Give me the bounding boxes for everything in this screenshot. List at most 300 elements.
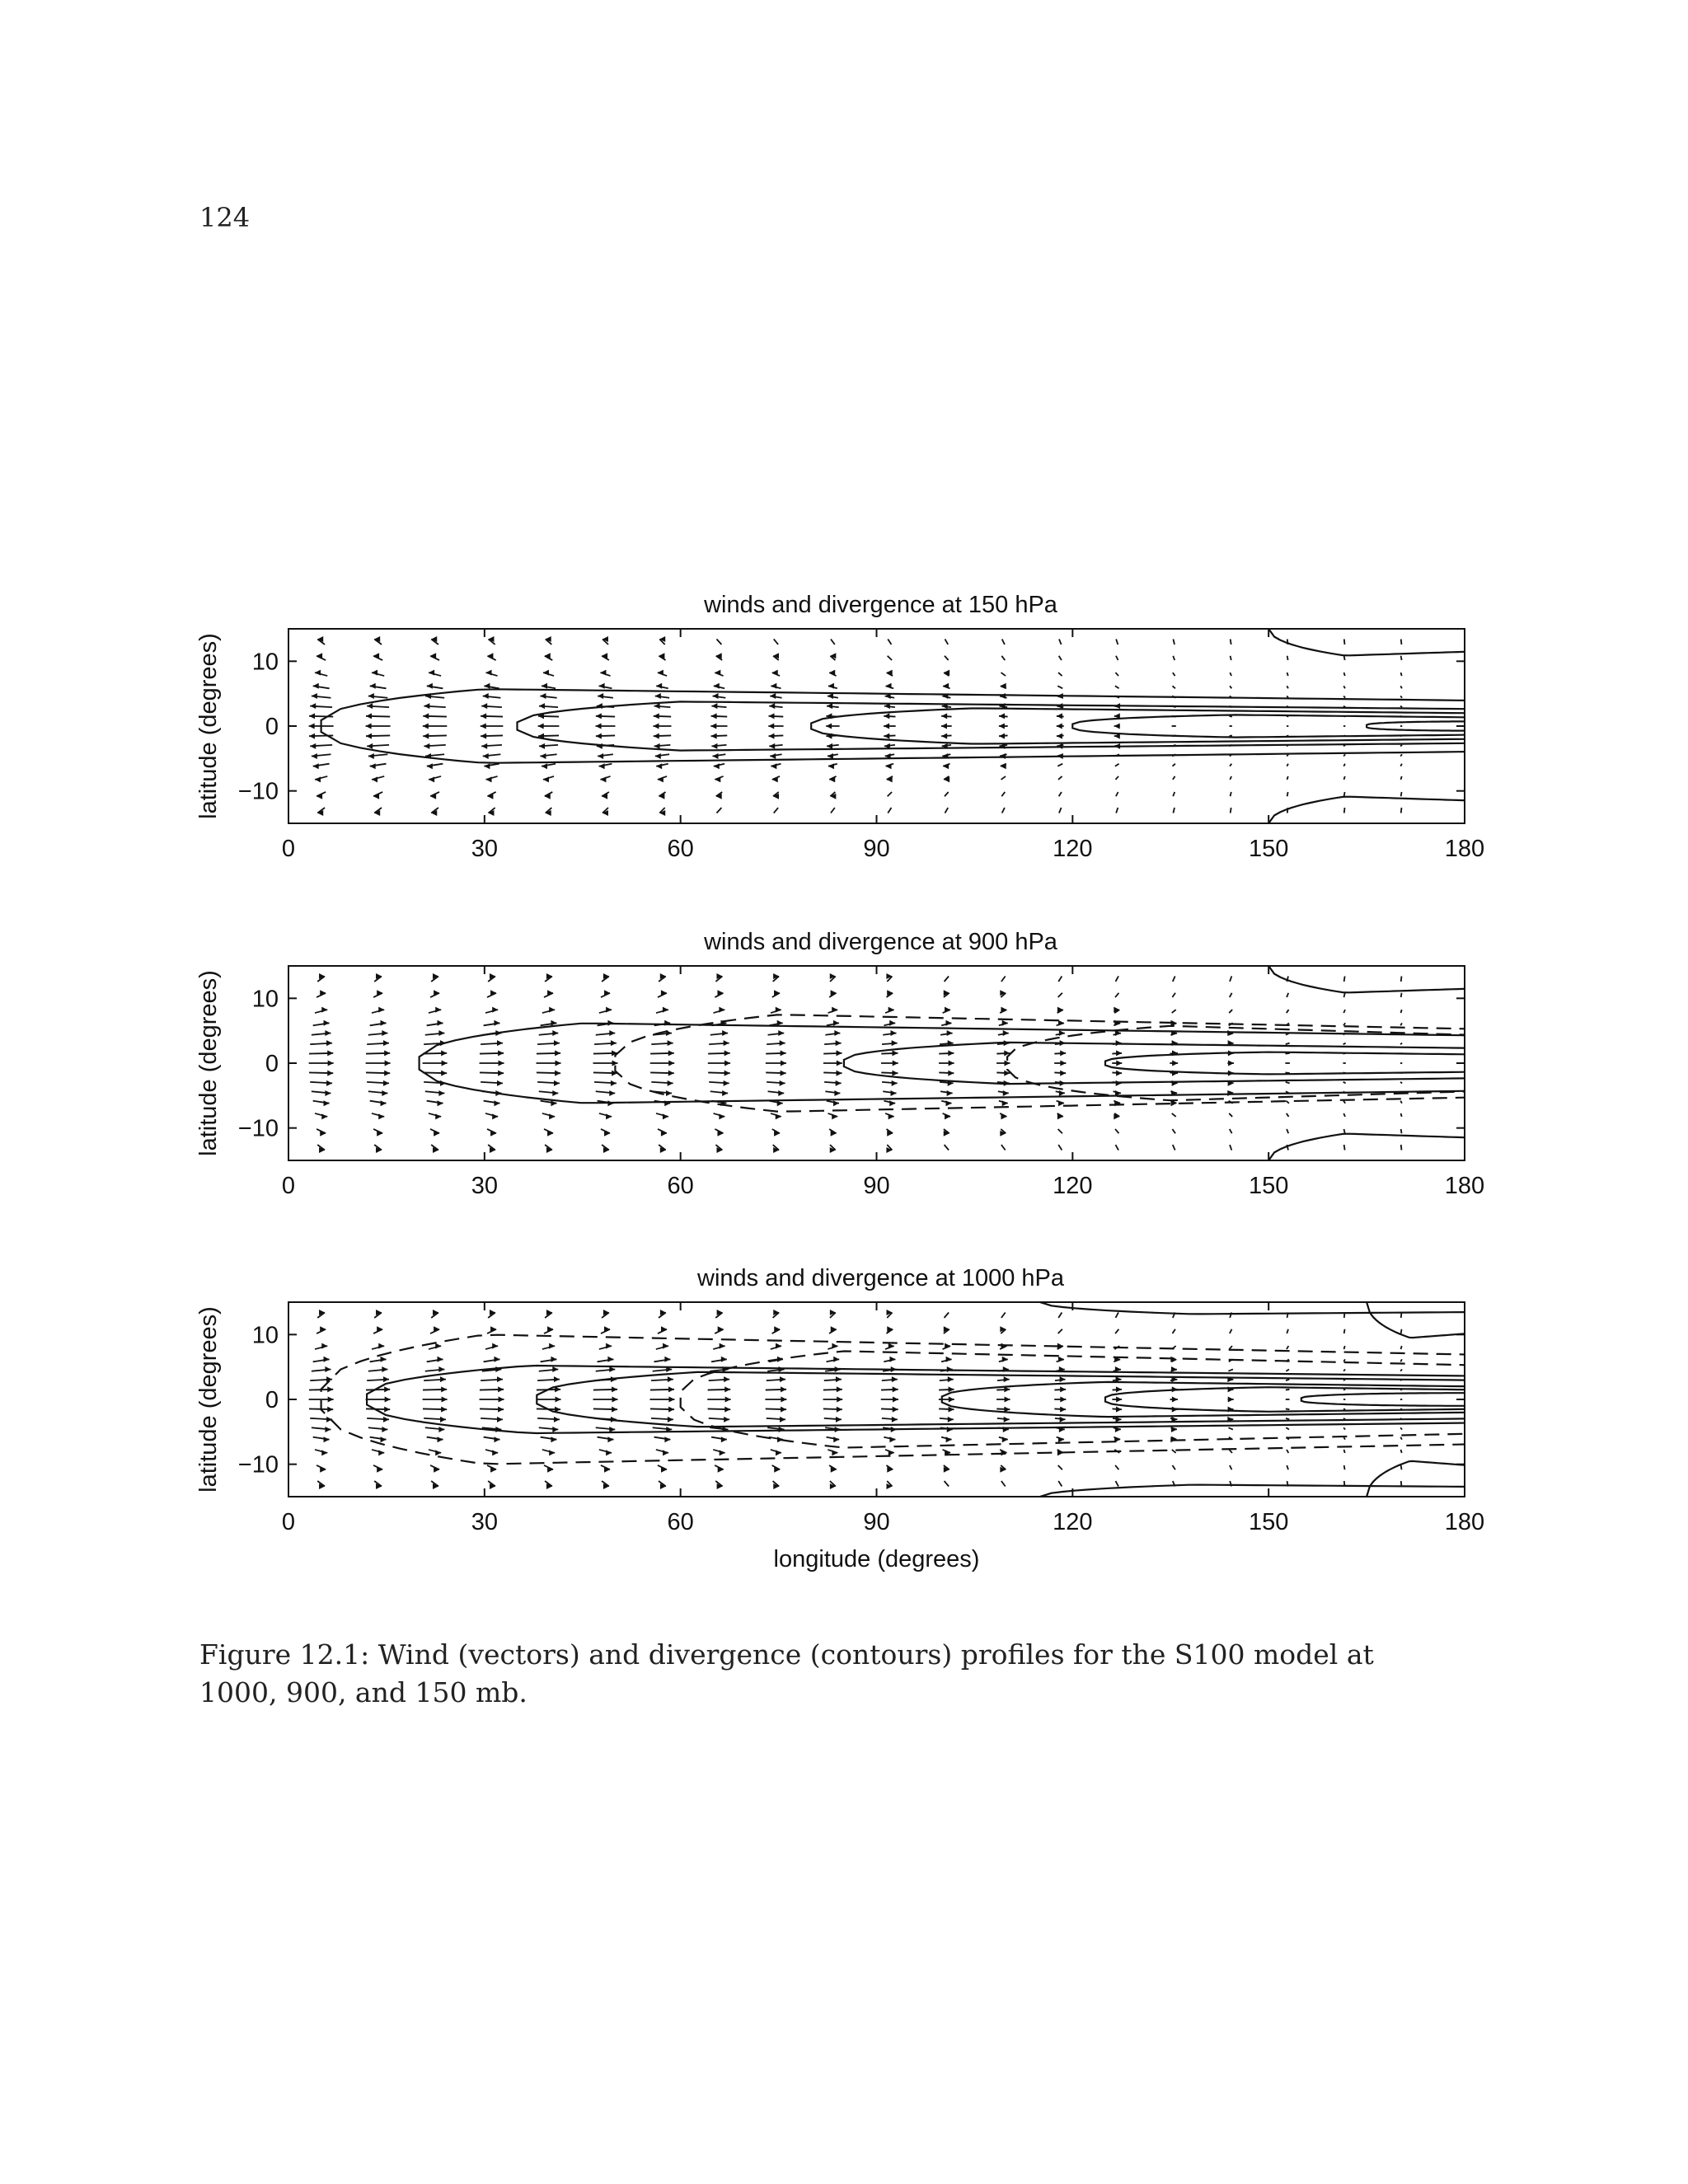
wind-vector [943,1007,950,1014]
wind-vector [945,976,949,982]
wind-vector [540,693,556,699]
wind-vector [315,776,327,783]
wind-vector [824,1080,842,1086]
wind-vector [546,636,552,644]
wind-vector [1170,1100,1176,1106]
wind-vector [1114,1436,1120,1442]
wind-vector [537,1040,560,1046]
wind-vector [488,808,495,816]
wind-vector [824,1040,842,1046]
wind-vector [828,1450,837,1456]
wind-vector [1400,1082,1402,1084]
wind-vector [715,1326,723,1333]
chart-title: winds and divergence at 900 hPa [704,929,1057,955]
wind-vector [488,1481,495,1489]
wind-vector [1002,639,1005,644]
wind-vector [1058,1465,1062,1469]
wind-vector [650,1061,674,1066]
wind-vector [429,1450,441,1456]
wind-vector [829,1465,837,1473]
wind-vector [430,792,439,799]
contour-line-solid [1105,1052,1498,1075]
wind-vector [886,1481,892,1489]
wind-vector [711,703,726,709]
wind-vector [1400,673,1401,676]
plot-area [309,953,1498,1173]
wind-vector [881,1061,898,1066]
wind-vector [1286,1380,1289,1381]
wind-vector [424,1417,446,1422]
wind-vector [1114,703,1120,709]
wind-vector [1114,1113,1119,1120]
wind-vector [829,990,836,997]
wind-vector [654,733,671,739]
wind-vector [715,1481,722,1489]
y-axis-label: latitude (degrees) [195,1306,222,1493]
wind-vector [1057,1436,1064,1442]
wind-vector [715,670,723,677]
wind-vector [1287,1329,1288,1333]
wind-vector [373,792,382,799]
wind-vector [1343,1437,1345,1440]
wind-vector [1058,1145,1062,1151]
chart-panel-900-hpa [195,929,1498,1199]
wind-vector [767,1417,785,1422]
wind-vector [828,1343,837,1350]
wind-vector [368,1366,388,1372]
wind-vector [1400,1408,1402,1409]
wind-vector [770,693,781,699]
wind-vector [1000,1007,1006,1014]
wind-vector [883,1090,896,1096]
wind-vector [829,1129,836,1137]
wind-vector [1286,1418,1289,1420]
wind-vector [658,1465,667,1473]
wind-vector [1055,1376,1066,1382]
wind-vector [1287,1113,1289,1117]
wind-vector [1001,776,1006,780]
wind-vector [537,1397,561,1403]
wind-vector [828,1007,838,1014]
y-tick-label: 0 [265,1051,279,1077]
wind-vector [944,1326,950,1333]
wind-vector [823,1071,842,1076]
wind-vector [602,792,609,799]
wind-vector [1400,696,1402,697]
wind-vector [886,763,894,769]
wind-vector [1286,1082,1290,1084]
wind-vector [659,653,665,660]
wind-vector [1001,673,1006,676]
wind-vector [658,990,667,997]
wind-vector [1344,792,1345,796]
x-tick-label: 0 [281,1173,296,1199]
wind-vector [1172,686,1175,688]
wind-vector [431,636,438,644]
wind-vector [714,1007,725,1014]
wind-vector [599,1007,612,1014]
wind-vector [887,1129,893,1137]
wind-vector [1343,1380,1345,1381]
wind-vector [773,973,779,982]
wind-vector [1057,724,1064,729]
wind-vector [425,1366,445,1372]
plot-area [309,1289,1498,1509]
wind-vector [767,1040,785,1046]
wind-vector [480,1061,504,1066]
wind-vector [1116,639,1118,644]
wind-vector [999,733,1008,739]
wind-vector [541,1100,557,1106]
wind-vector [1230,993,1232,997]
wind-vector [656,1007,668,1014]
wind-vector [944,1129,950,1137]
wind-vector [1230,1129,1232,1133]
wind-vector [310,703,332,709]
wind-vector [1059,639,1062,644]
wind-vector [1230,976,1231,982]
wind-vector [651,1417,673,1422]
wind-vector [427,1357,443,1362]
wind-vector [480,1071,504,1076]
wind-vector [1343,1023,1345,1025]
wind-vector [766,1050,785,1056]
wind-vector [545,1481,552,1489]
wind-vector [772,1326,781,1333]
wind-vector [366,1050,390,1056]
wind-vector [710,1090,728,1096]
wind-vector [715,1310,722,1318]
wind-vector [1171,1366,1177,1372]
wind-vector [1287,735,1288,736]
wind-vector [539,1090,559,1096]
wind-vector [1401,1329,1402,1333]
wind-vector [1054,1071,1066,1076]
wind-vector [659,1481,666,1489]
wind-vector [594,1080,617,1086]
wind-vector [1285,1053,1289,1054]
wind-vector [716,639,721,644]
wind-vector [1343,764,1345,766]
wind-vector [537,1417,560,1422]
wind-vector [996,1397,1010,1403]
wind-vector [1400,1418,1402,1420]
wind-vector [945,808,948,813]
wind-vector [539,743,558,749]
wind-vector [374,1145,382,1153]
x-tick-label: 150 [1248,1509,1289,1535]
wind-vector [770,753,781,759]
wind-vector [884,713,895,719]
wind-vector [1344,976,1345,982]
wind-vector [481,724,504,729]
wind-vector [313,683,330,689]
wind-vector [1173,656,1175,660]
wind-vector [1171,1427,1177,1432]
wind-vector [708,1071,730,1076]
wind-vector [708,1386,731,1392]
wind-vector [488,636,495,644]
wind-vector [598,1436,614,1442]
wind-vector [545,792,553,799]
wind-vector [427,683,443,689]
wind-vector [824,1417,842,1422]
wind-vector [945,656,949,660]
wind-vector [659,792,665,799]
wind-vector [884,1100,895,1106]
wind-vector [1057,1100,1064,1106]
wind-vector [1343,1113,1345,1117]
x-tick-label: 150 [1248,836,1289,862]
wind-vector [309,713,333,719]
wind-vector [945,639,948,644]
wind-vector [1170,1397,1178,1403]
contour-line-solid [1301,1393,1498,1406]
wind-vector [1054,1407,1066,1413]
wind-vector [310,743,332,749]
wind-vector [309,1050,333,1056]
wind-vector [374,636,382,644]
wind-vector [830,1310,836,1318]
wind-vector [1287,1010,1289,1013]
wind-vector [315,1343,327,1350]
wind-vector [427,1100,443,1106]
wind-vector [425,1090,445,1096]
wind-vector [1001,976,1006,982]
wind-vector [1344,808,1345,813]
wind-vector [487,1465,496,1473]
wind-vector [1170,1061,1178,1066]
wind-vector [888,639,891,644]
wind-vector [1173,976,1175,982]
wind-vector [1000,1326,1006,1333]
wind-vector [766,1071,785,1076]
wind-vector [368,693,388,699]
wind-vector [885,1113,894,1120]
wind-vector [481,703,502,709]
wind-vector [1343,1043,1346,1045]
wind-vector [367,1040,389,1046]
wind-vector [1172,716,1176,717]
wind-vector [939,1407,954,1413]
wind-vector [1287,745,1288,747]
wind-vector [1172,764,1175,766]
wind-vector [431,808,438,816]
wind-vector [711,743,726,749]
contour-lobe [1268,797,1497,837]
wind-vector [480,1397,504,1403]
wind-vector [601,990,610,997]
wind-vector [424,743,445,749]
wind-vector [998,1090,1009,1096]
wind-vector [831,639,835,644]
wind-vector [944,670,950,677]
wind-vector [886,1326,893,1333]
wind-vector [594,1040,617,1046]
wind-vector [709,1417,729,1422]
wind-vector [546,808,552,816]
wind-vector [1054,1050,1066,1056]
wind-vector [310,1417,332,1422]
wind-vector [771,1450,781,1456]
wind-vector [769,733,784,739]
figure-caption: Figure 12.1: Wind (vectors) and divergence (contours) profiles for the S100 model at 1000, 900, and 150 mb. [199,1638,1374,1708]
wind-vector [1057,764,1062,766]
wind-vector [1400,1072,1402,1073]
y-tick-label: −10 [237,1115,279,1142]
wind-vector [537,1061,561,1066]
wind-vector [542,763,556,769]
wind-vector [317,808,325,816]
wind-vector [487,792,495,799]
wind-vector [1343,696,1345,697]
wind-vector [593,1407,617,1413]
wind-vector [372,1007,384,1014]
wind-vector [317,1310,325,1318]
wind-vector [651,1080,673,1086]
contour-line-dashed [1007,1026,1498,1100]
wind-vector [423,733,447,739]
wind-vector [541,1020,557,1026]
wind-vector [372,776,384,783]
wind-vector [709,1376,729,1382]
wind-vector [1000,1465,1006,1473]
wind-vector [374,1481,382,1489]
wind-vector [1058,1312,1062,1318]
wind-vector [1057,753,1063,759]
wind-vector [1287,792,1288,796]
wind-vector [1401,976,1402,982]
wind-vector [1401,792,1402,796]
wind-vector [1115,1465,1118,1469]
wind-vector [1401,1481,1402,1487]
wind-vector [830,1481,836,1489]
wind-vector [885,1343,894,1350]
wind-vector [480,1386,504,1392]
wind-vector [545,1145,552,1153]
wind-vector [594,1417,617,1422]
plot-area [309,616,1498,836]
x-tick-label: 120 [1053,1173,1093,1199]
wind-vector [653,724,671,729]
wind-vector [771,1113,781,1120]
wind-vector [828,763,837,769]
wind-vector [1170,1357,1176,1362]
wind-vector [484,683,499,689]
wind-vector [1400,1359,1402,1361]
wind-vector [767,1376,785,1382]
wind-vector [656,1343,668,1350]
wind-vector [768,1090,785,1096]
wind-vector [484,1357,500,1362]
wind-vector [480,1050,504,1056]
wind-vector [537,1071,560,1076]
wind-vector [1228,1369,1233,1371]
wind-vector [715,1129,723,1137]
wind-vector [1057,743,1063,749]
wind-vector [1116,808,1118,813]
wind-vector [773,1145,779,1153]
wind-vector [1401,1129,1402,1133]
wind-vector [941,1020,951,1026]
wind-vector [999,1436,1008,1442]
wind-vector [1001,683,1006,689]
wind-vector [487,1129,496,1137]
wind-vector [709,1040,729,1046]
wind-vector [1115,1329,1118,1333]
wind-vector [656,763,668,769]
wind-vector [768,724,783,729]
wind-vector [372,1113,384,1120]
wind-vector [368,1090,388,1096]
wind-vector [945,1145,949,1151]
wind-vector [368,753,388,759]
wind-vector [316,653,326,660]
wind-vector [1228,1397,1234,1403]
wind-vector [829,776,836,783]
wind-vector [1401,1465,1402,1469]
wind-vector [1287,639,1288,644]
wind-vector [655,693,669,699]
wind-vector [823,1386,842,1392]
wind-vector [650,1407,674,1413]
wind-vector [488,973,495,982]
wind-vector [886,1465,893,1473]
wind-vector [1344,1450,1345,1453]
wind-vector [596,1090,616,1096]
wind-vector [940,1030,953,1036]
wind-vector [650,1386,674,1392]
wind-vector [823,1050,842,1056]
wind-vector [545,653,553,660]
wind-vector [544,1326,553,1333]
wind-vector [1343,1082,1346,1084]
wind-vector [1400,1369,1402,1371]
wind-vector [888,656,892,660]
wind-vector [773,792,779,799]
wind-vector [427,763,443,769]
wind-vector [1230,673,1231,676]
wind-vector [769,703,782,709]
wind-vector [1343,686,1345,688]
wind-vector [1230,1145,1231,1151]
wind-vector [885,1007,894,1014]
wind-vector [1400,716,1402,717]
wind-vector [1401,1145,1402,1151]
wind-vector [827,1357,840,1362]
wind-vector [827,1100,839,1106]
wind-vector [424,703,445,709]
wind-vector [650,1050,674,1056]
wind-vector [659,636,665,644]
wind-vector [431,1481,438,1489]
wind-vector [1401,639,1402,644]
wind-vector [830,792,836,799]
wind-vector [373,653,382,660]
wind-vector [593,1050,617,1056]
wind-vector [1115,1145,1118,1151]
x-tick-label: 180 [1444,836,1485,862]
wind-vector [1059,656,1062,660]
wind-vector [1343,1408,1345,1409]
wind-vector [654,1436,671,1442]
wind-vector [423,1397,448,1403]
wind-vector [772,1465,781,1473]
wind-vector [598,1357,614,1362]
wind-vector [542,1113,555,1120]
wind-vector [1400,1113,1401,1117]
contour-lobe [1268,953,1497,992]
